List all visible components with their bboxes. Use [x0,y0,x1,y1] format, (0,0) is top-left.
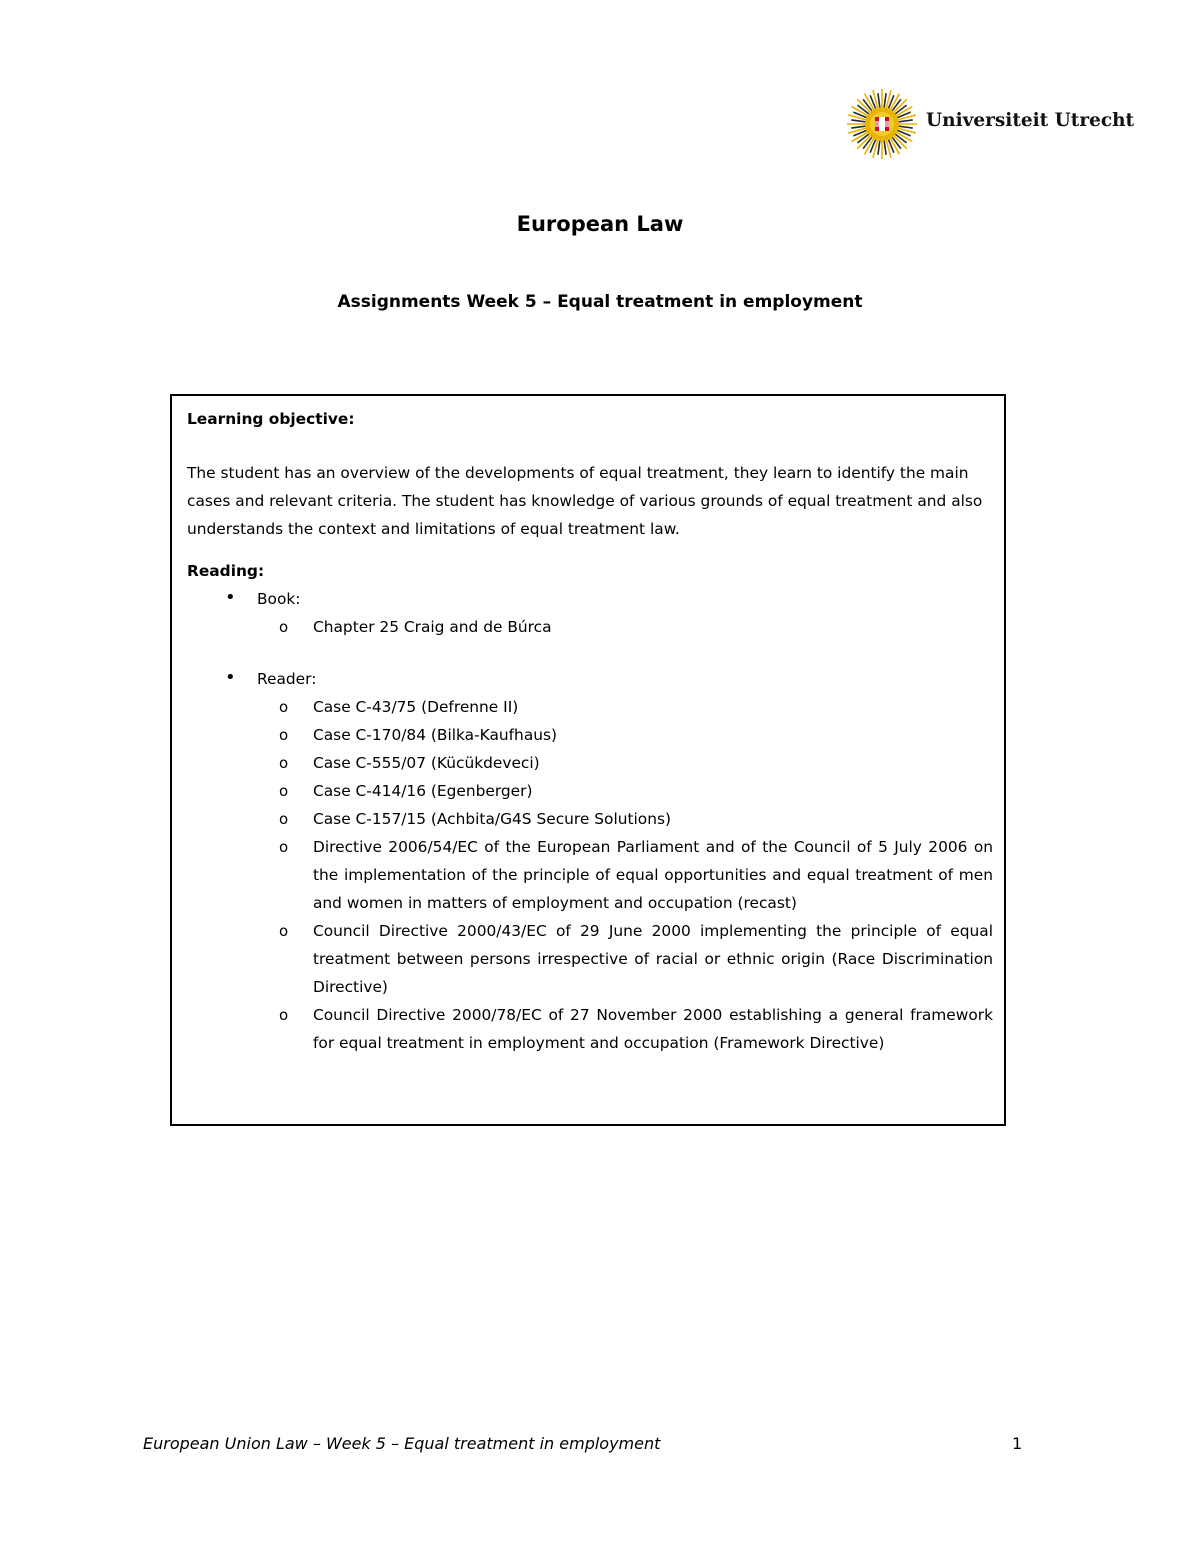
sub-bullet-icon: o [279,618,289,636]
reading-reader-item [187,665,993,1057]
footer-text: European Union Law – Week 5 – Equal treatment in employment [143,1434,661,1453]
list-item: o Case C-170/84 (Bilka-Kaufhaus) [187,721,993,749]
sub-bullet-icon: o [279,782,289,800]
university-logo [846,88,1146,160]
list-item: o Directive 2006/54/EC of the European Parliament and of the Council of 5 July 2006 on the implementation of the principle of equal opportunities and equal treatment of men and women in matters of employment and occupation (recast) [187,833,993,917]
list-item: o Case C-157/15 (Achbita/G4S Secure Solutions) [187,805,993,833]
bullet-icon: • [225,587,236,608]
learning-objective-text: The student has an overview of the developments of equal treatment, they learn to identify the main cases and relevant criteria. The student has knowledge of various grounds of equal treatment and also understands the context and limitations of equal treatment law. [187,464,983,538]
sub-bullet-icon: o [279,698,289,716]
list-item: o Case C-43/75 (Defrenne II) [187,693,993,721]
list-item: o Council Directive 2000/78/EC of 27 November 2000 establishing a general framework for equal treatment in employment and occupation (Framework Directive) [187,1001,993,1057]
book-sublist [257,613,993,641]
document-title: European Law [516,212,684,236]
reading-label: Reading: [187,562,265,580]
sub-bullet-icon: o [279,1006,289,1024]
sun-seal-logo-icon [846,88,918,160]
book-label: Book: [257,590,301,608]
sub-bullet-icon: o [279,726,289,744]
sub-bullet-icon: o [279,838,289,856]
list-item: o Council Directive 2000/43/EC of 29 June 2000 implementing the principle of equal treatment between persons irrespective of racial or ethnic origin (Race Discrimination Directive) [187,917,993,1001]
list-item: o Case C-555/07 (Kücükdeveci) [187,749,993,777]
spacer [187,641,993,665]
document-subtitle: Assignments Week 5 – Equal treatment in employment [337,292,863,312]
learning-objective-label: Learning objective: [187,410,355,428]
reading-list [187,585,993,1057]
reader-label: Reader: [257,670,317,688]
sub-bullet-icon: o [279,810,289,828]
reading-book-item [187,585,993,641]
page-number: 1 [1012,1434,1023,1453]
sub-bullet-icon: o [279,922,289,940]
list-item: o Chapter 25 Craig and de Búrca [187,613,993,641]
bullet-icon: • [225,667,236,688]
list-item: o Case C-414/16 (Egenberger) [187,777,993,805]
reader-sublist [257,693,993,1057]
sub-bullet-icon: o [279,754,289,772]
learning-objective-box [170,394,1006,1126]
university-name: Universiteit Utrecht [926,110,1135,131]
